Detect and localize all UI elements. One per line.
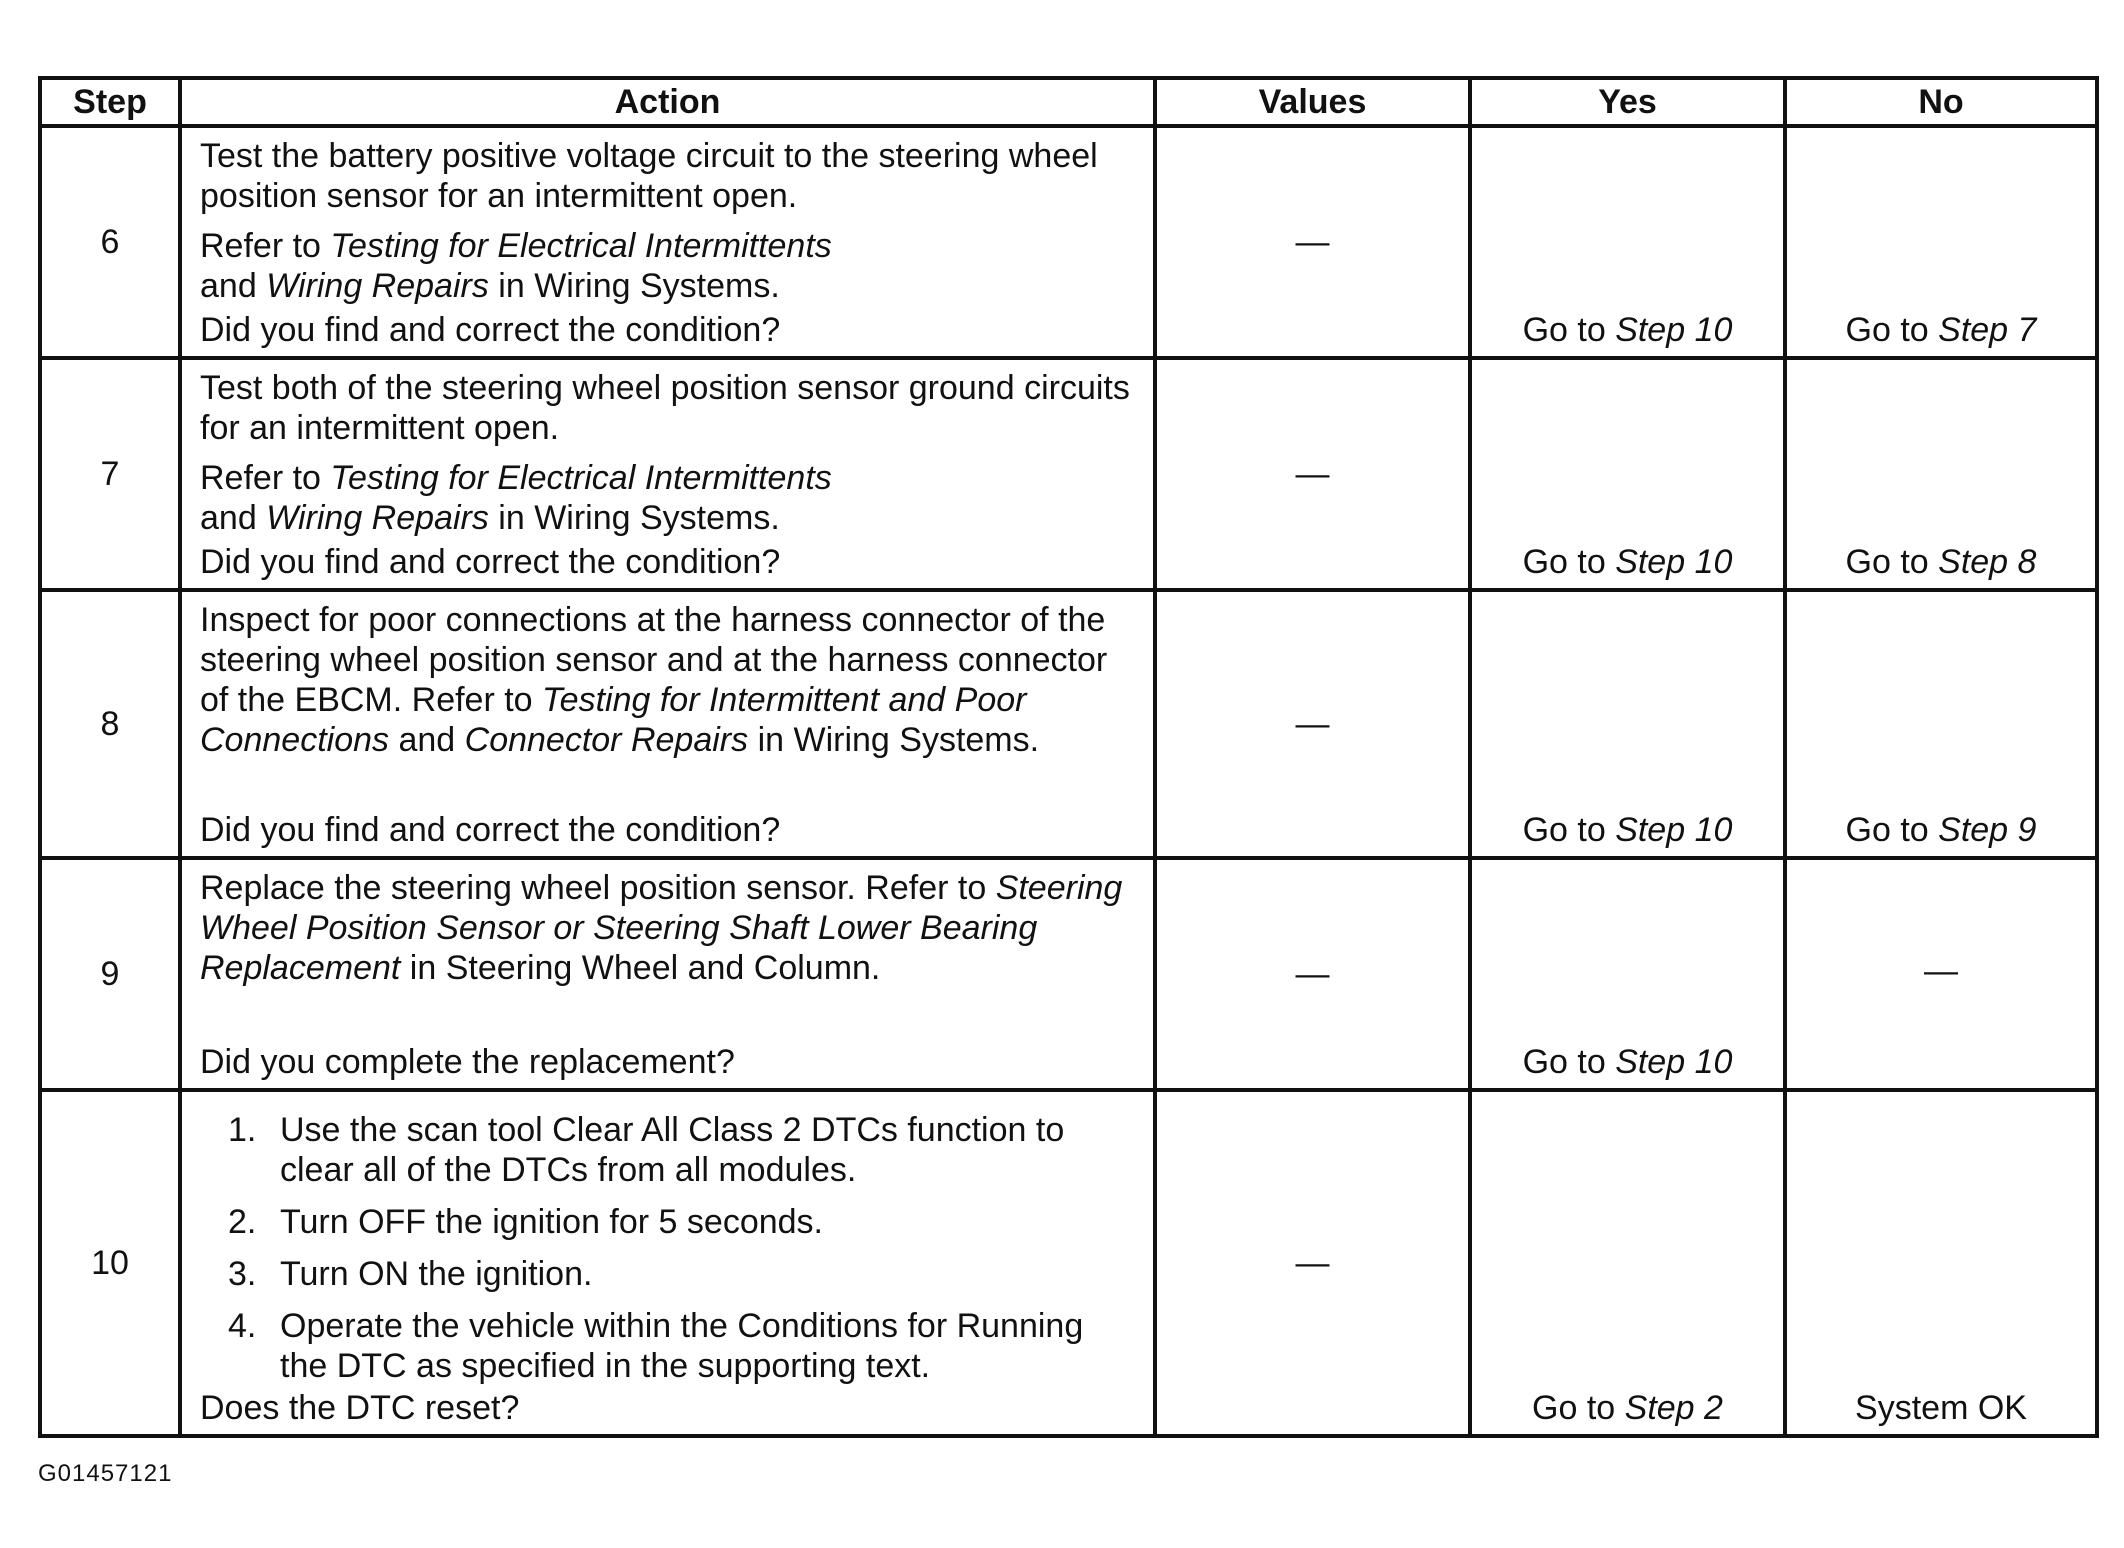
step-number: 7 [40, 358, 180, 590]
no-cell: Go to Step 7 [1785, 126, 2097, 358]
table-row-step-7 [40, 358, 2097, 590]
figure-id: G01457121 [38, 1460, 173, 1487]
reference-link: Testing for Electrical Intermittents [330, 459, 832, 497]
values-cell: — [1155, 126, 1470, 358]
action-cell [180, 1090, 1155, 1436]
yes-step-ref: Step 10 [1615, 811, 1733, 849]
header-action: Action [180, 78, 1155, 126]
action-text: Replace the steering wheel position sensor. Refer to Steering Wheel Position Sensor or Steering Shaft Lower Bearing Replacement in Steering Wheel and Column. [200, 869, 1123, 987]
reference-link: Wiring Repairs [266, 267, 489, 305]
question-text: Did you find and correct the condition? [200, 811, 781, 849]
question-text: Did you complete the replacement? [200, 1043, 735, 1081]
list-item: 2. Turn OFF the ignition for 5 seconds. [228, 1203, 823, 1241]
yes-cell: Go to Step 2 [1470, 1090, 1785, 1436]
question-text: Did you find and correct the condition? [200, 543, 781, 581]
action-text: Test both of the steering wheel position sensor ground circuits for an intermittent open. [200, 369, 1130, 447]
action-text: Inspect for poor connections at the harness connector of the steering wheel position sensor and at the harness connector of the EBCM. Refer to Testing for Intermittent and Poor Connections and Connector Repairs in Wiring Systems. [200, 601, 1108, 759]
reference-link: Steering Wheel Position Sensor or Steering Shaft Lower Bearing Replacement [200, 869, 1123, 987]
step-number: 9 [40, 858, 180, 1090]
procedure-list [200, 1110, 1139, 1386]
table-row-step-6 [40, 126, 2097, 358]
action-text: Test the battery positive voltage circuit to the steering wheel position sensor for an intermittent open. [200, 137, 1098, 215]
question-text: Did you find and correct the condition? [200, 311, 781, 349]
action-cell [180, 126, 1155, 358]
values-cell: — [1155, 358, 1470, 590]
yes-cell: Go to Step 10 [1470, 358, 1785, 590]
refer-text: Refer to Testing for Electrical Intermittents and Wiring Repairs in Wiring Systems. [200, 227, 832, 305]
action-cell [180, 590, 1155, 858]
yes-step-ref: Step 10 [1615, 1043, 1733, 1081]
no-cell: Go to Step 8 [1785, 358, 2097, 590]
no-cell: Go to Step 9 [1785, 590, 2097, 858]
action-cell [180, 858, 1155, 1090]
list-item: 3. Turn ON the ignition. [228, 1255, 593, 1293]
step-number: 6 [40, 126, 180, 358]
reference-link: Testing for Intermittent and Poor Connections [200, 681, 1027, 759]
question-text: Does the DTC reset? [200, 1389, 520, 1427]
diagnostic-table [38, 76, 2099, 1438]
values-cell: — [1155, 1090, 1470, 1436]
header-yes: Yes [1470, 78, 1785, 126]
list-item: 4. Operate the vehicle within the Conditions for Running the DTC as specified in the supporting text. [228, 1307, 1084, 1385]
yes-step-ref: Step 10 [1615, 543, 1733, 581]
yes-cell: Go to Step 10 [1470, 590, 1785, 858]
table-row-step-8 [40, 590, 2097, 858]
action-cell [180, 358, 1155, 590]
no-step-ref: Step 9 [1938, 811, 2037, 849]
table-row-step-10 [40, 1090, 2097, 1436]
header-no: No [1785, 78, 2097, 126]
list-item: 1. Use the scan tool Clear All Class 2 DTCs function to clear all of the DTCs from all modules. [228, 1111, 1065, 1189]
table-row-step-9 [40, 858, 2097, 1090]
header-values: Values [1155, 78, 1470, 126]
reference-link: Testing for Electrical Intermittents [330, 227, 832, 265]
reference-link: Wiring Repairs [266, 499, 489, 537]
no-cell: — [1785, 858, 2097, 1090]
reference-link: Connector Repairs [464, 721, 749, 759]
no-cell: System OK [1785, 1090, 2097, 1436]
header-row [40, 78, 2097, 126]
no-step-ref: Step 7 [1938, 311, 2037, 349]
refer-text: Refer to Testing for Electrical Intermittents and Wiring Repairs in Wiring Systems. [200, 459, 832, 537]
values-cell: — [1155, 858, 1470, 1090]
no-step-ref: Step 8 [1938, 543, 2037, 581]
yes-cell: Go to Step 10 [1470, 126, 1785, 358]
step-number: 8 [40, 590, 180, 858]
step-number: 10 [40, 1090, 180, 1436]
yes-cell: Go to Step 10 [1470, 858, 1785, 1090]
yes-step-ref: Step 2 [1624, 1389, 1723, 1427]
header-step: Step [40, 78, 180, 126]
values-cell: — [1155, 590, 1470, 858]
yes-step-ref: Step 10 [1615, 311, 1733, 349]
